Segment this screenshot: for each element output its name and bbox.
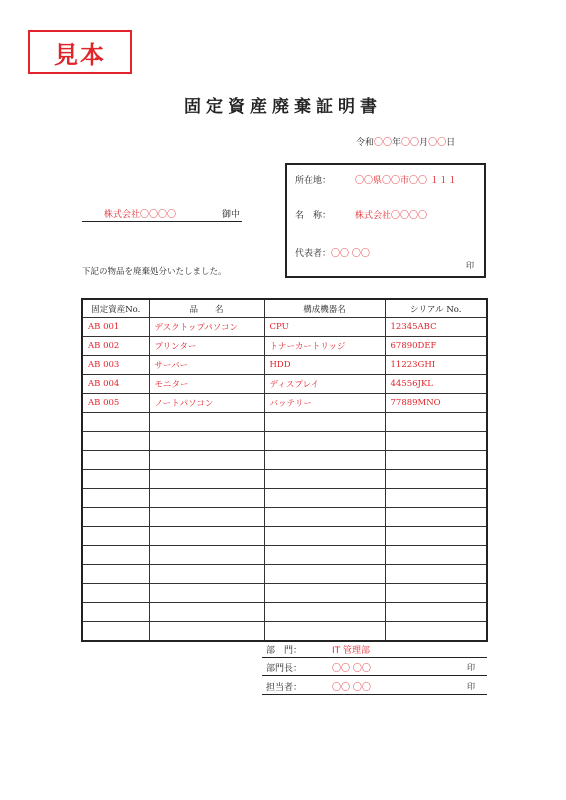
component-cell: HDD [264, 356, 385, 375]
table-row [82, 508, 487, 527]
table-row [82, 413, 487, 432]
department-value: IT 管理部 [332, 646, 371, 656]
component-cell [264, 603, 385, 622]
asset-no-cell [82, 489, 149, 508]
person-in-charge-value: 〇〇 〇〇 [332, 683, 371, 693]
item-name-cell [149, 565, 264, 584]
date-day: 〇〇 [428, 138, 447, 148]
header-item-name: 品 名 [149, 299, 264, 318]
serial-no-cell [385, 527, 487, 546]
component-cell [264, 451, 385, 470]
component-cell [264, 413, 385, 432]
date-day-unit: 日 [446, 138, 456, 148]
item-name-cell [149, 546, 264, 565]
serial-no-cell [385, 451, 487, 470]
department-head-value: 〇〇 〇〇 [332, 664, 371, 674]
asset-no-cell [82, 565, 149, 584]
issuer-address-label: 所在地： [295, 176, 332, 186]
asset-no-cell [82, 432, 149, 451]
sample-stamp: 見本 [28, 30, 132, 74]
item-name-cell [149, 489, 264, 508]
serial-no-cell [385, 565, 487, 584]
issuer-rep-value: 〇〇 〇〇 [331, 249, 370, 259]
person-in-charge-seal: 印 [467, 682, 475, 691]
addressee-honorific: 御中 [221, 210, 240, 220]
issuer-name-row [295, 208, 427, 221]
asset-no-cell [82, 546, 149, 565]
component-cell: CPU [264, 318, 385, 337]
issuer-name-value: 株式会社〇〇〇〇 [355, 211, 428, 221]
intro-text: 下記の物品を廃棄処分いたしました。 [82, 267, 227, 277]
asset-no-cell [82, 508, 149, 527]
date-month-unit: 月 [419, 138, 429, 148]
component-cell [264, 546, 385, 565]
item-name-cell: サーバー [149, 356, 264, 375]
asset-no-cell [82, 413, 149, 432]
asset-no-cell [82, 584, 149, 603]
table-row [82, 527, 487, 546]
document-title: 固定資産廃棄証明書 [184, 97, 382, 117]
disposal-items-table [81, 298, 488, 642]
asset-no-cell [82, 622, 149, 642]
serial-no-cell [385, 413, 487, 432]
addressee [82, 206, 242, 222]
component-cell [264, 489, 385, 508]
serial-no-cell: 12345ABC [385, 318, 487, 337]
issuer-rep-label: 代表者： [295, 249, 332, 259]
component-cell [264, 470, 385, 489]
serial-no-cell [385, 432, 487, 451]
table-row [82, 470, 487, 489]
item-name-cell [149, 527, 264, 546]
asset-no-cell: AB 002 [82, 337, 149, 356]
item-name-cell [149, 508, 264, 527]
table-row [82, 394, 487, 413]
date-year: 〇〇 [374, 138, 393, 148]
table-row [82, 584, 487, 603]
table-row [82, 565, 487, 584]
serial-no-cell [385, 546, 487, 565]
component-cell: トナーカートリッジ [264, 337, 385, 356]
issuer-rep-row [295, 246, 370, 259]
serial-no-cell [385, 584, 487, 603]
date-era: 令和 [356, 138, 375, 148]
item-name-cell: プリンター [149, 337, 264, 356]
table-row [82, 432, 487, 451]
table-row [82, 356, 487, 375]
serial-no-cell [385, 622, 487, 642]
signoff-department-head [262, 659, 487, 676]
table-header-row [82, 299, 487, 318]
table-row [82, 603, 487, 622]
header-serial-no: シリアル No. [385, 299, 487, 318]
serial-no-cell: 77889MNO [385, 394, 487, 413]
serial-no-cell [385, 603, 487, 622]
serial-no-cell: 11223GHI [385, 356, 487, 375]
serial-no-cell [385, 508, 487, 527]
item-name-cell: ノートパソコン [149, 394, 264, 413]
item-name-cell [149, 584, 264, 603]
signoff-department [262, 641, 487, 658]
asset-no-cell [82, 451, 149, 470]
item-name-cell [149, 470, 264, 489]
serial-no-cell: 67890DEF [385, 337, 487, 356]
department-head-seal: 印 [467, 663, 475, 672]
asset-no-cell: AB 001 [82, 318, 149, 337]
component-cell: ディスプレイ [264, 375, 385, 394]
issuer-name-label: 名 称： [295, 211, 332, 221]
item-name-cell: モニター [149, 375, 264, 394]
component-cell [264, 622, 385, 642]
issuer-address-value: 〇〇県〇〇市〇〇 １１１ [355, 176, 457, 186]
asset-no-cell [82, 603, 149, 622]
component-cell: バッテリー [264, 394, 385, 413]
table-row [82, 546, 487, 565]
date-month: 〇〇 [401, 138, 420, 148]
department-head-label: 部門長： [266, 664, 303, 674]
item-name-cell [149, 451, 264, 470]
table-row [82, 451, 487, 470]
asset-no-cell: AB 005 [82, 394, 149, 413]
header-component: 構成機器名 [264, 299, 385, 318]
asset-no-cell [82, 527, 149, 546]
date-year-unit: 年 [392, 138, 402, 148]
serial-no-cell: 44556JKL [385, 375, 487, 394]
component-cell [264, 565, 385, 584]
issuer-box [285, 163, 486, 278]
table-row [82, 375, 487, 394]
addressee-name: 株式会社〇〇〇〇 [104, 210, 177, 220]
header-asset-no: 固定資産No. [82, 299, 149, 318]
table-row [82, 318, 487, 337]
item-name-cell [149, 432, 264, 451]
component-cell [264, 584, 385, 603]
table-row [82, 337, 487, 356]
serial-no-cell [385, 470, 487, 489]
serial-no-cell [385, 489, 487, 508]
asset-no-cell [82, 470, 149, 489]
issuer-seal: 印 [466, 261, 474, 270]
component-cell [264, 508, 385, 527]
item-name-cell [149, 603, 264, 622]
department-label: 部 門： [266, 646, 303, 656]
issuer-address-row [295, 173, 457, 186]
asset-no-cell: AB 004 [82, 375, 149, 394]
person-in-charge-label: 担当者： [266, 683, 303, 693]
issue-date [356, 135, 455, 148]
asset-no-cell: AB 003 [82, 356, 149, 375]
table-row [82, 489, 487, 508]
item-name-cell [149, 622, 264, 642]
component-cell [264, 432, 385, 451]
item-name-cell: デスクトップパソコン [149, 318, 264, 337]
component-cell [264, 527, 385, 546]
item-name-cell [149, 413, 264, 432]
table-row [82, 622, 487, 642]
signoff-person-in-charge [262, 678, 487, 695]
